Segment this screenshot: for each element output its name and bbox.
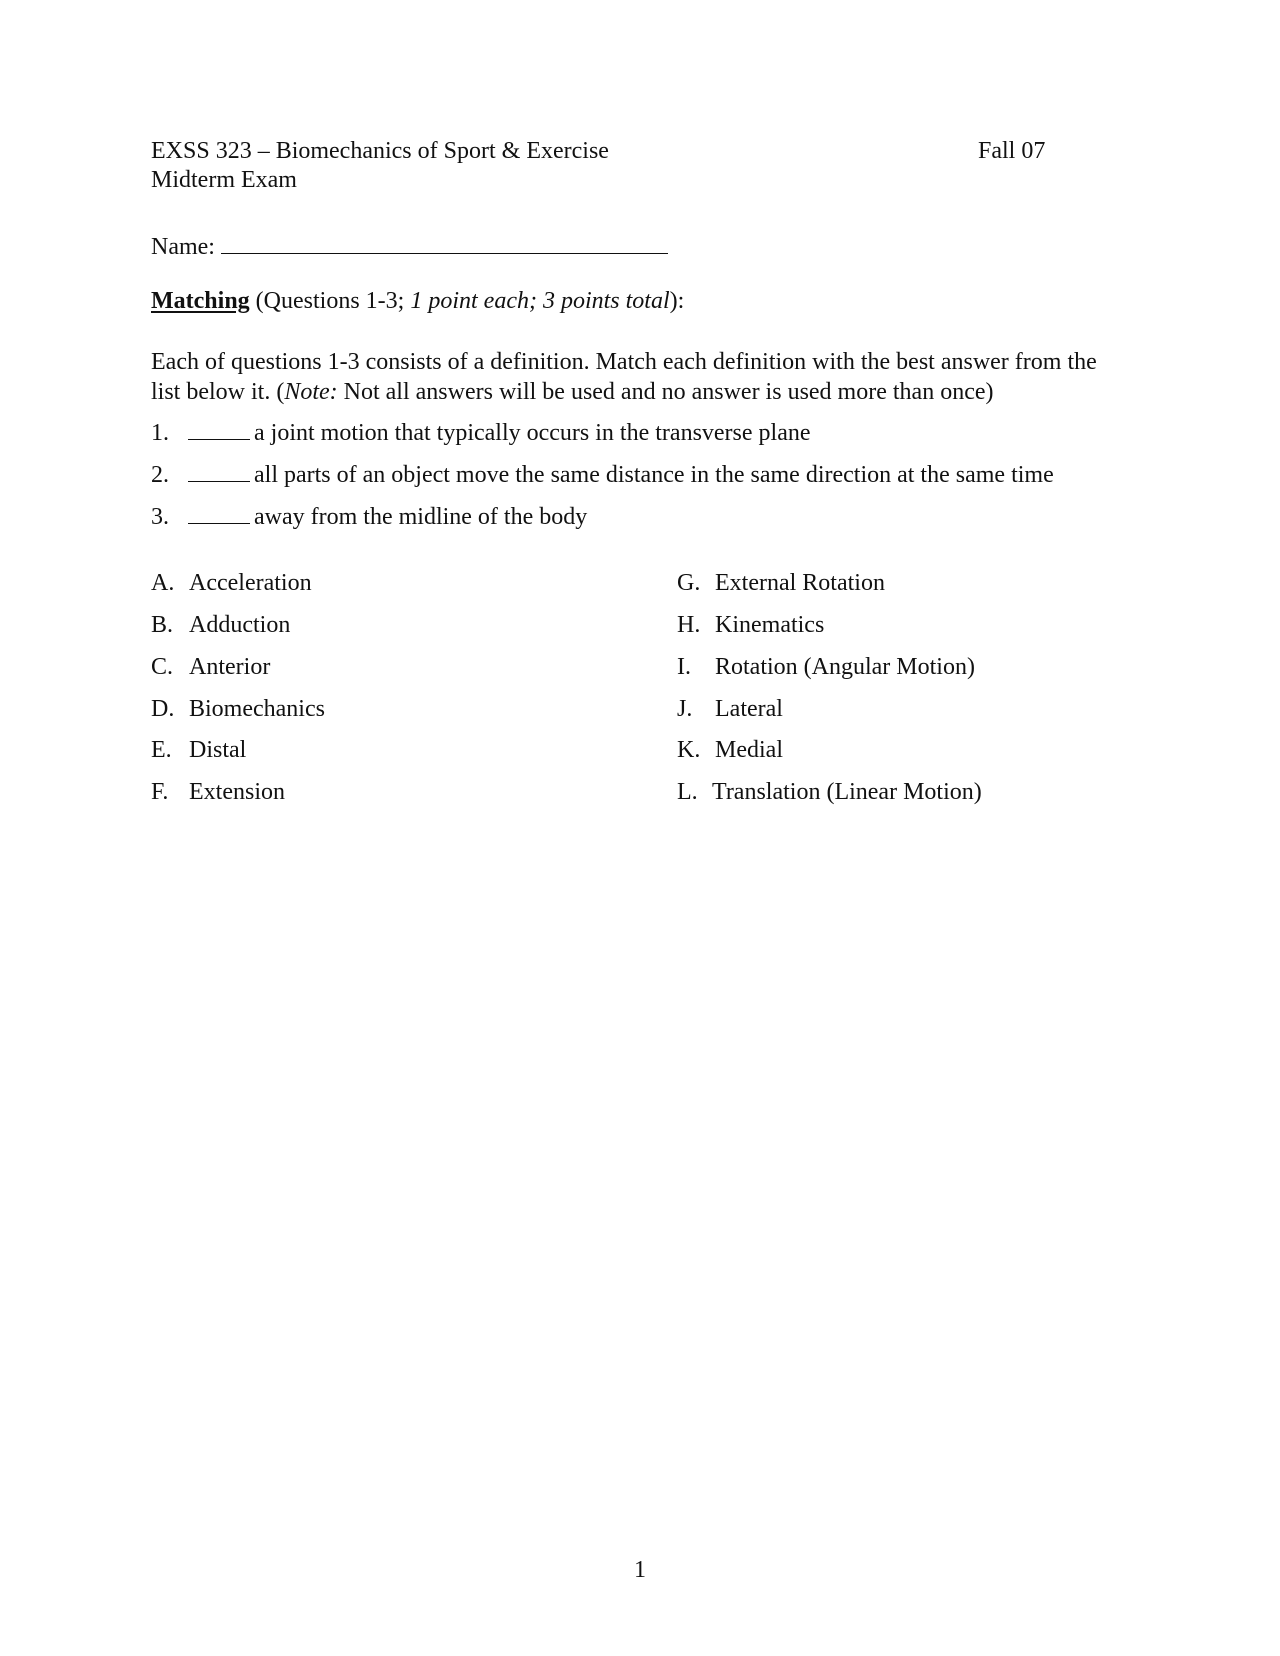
answer-option-k bbox=[677, 738, 783, 762]
answer-option-a bbox=[151, 571, 312, 595]
section-title: Matching bbox=[151, 288, 250, 314]
name-label: Name: bbox=[151, 234, 215, 260]
question-number: 3. bbox=[151, 504, 169, 530]
answer-text: Kinematics bbox=[715, 612, 825, 638]
instructions-note-label: Note: bbox=[284, 379, 338, 405]
answer-letter: F. bbox=[151, 779, 169, 805]
question-2 bbox=[151, 461, 1054, 487]
answer-text: Distal bbox=[189, 737, 247, 763]
answer-text: Acceleration bbox=[189, 570, 312, 596]
question-text: away from the midline of the body bbox=[254, 504, 588, 530]
course-title: EXSS 323 – Biomechanics of Sport & Exercise bbox=[151, 138, 609, 164]
question-text: a joint motion that typically occurs in the transverse plane bbox=[254, 420, 811, 446]
exam-title: Midterm Exam bbox=[151, 167, 297, 193]
answer-letter: K. bbox=[677, 737, 701, 763]
name-blank[interactable] bbox=[221, 231, 668, 254]
answer-option-d bbox=[151, 697, 325, 721]
answer-text: Biomechanics bbox=[189, 696, 325, 722]
question-number: 1. bbox=[151, 420, 169, 446]
answer-text: External Rotation bbox=[715, 570, 885, 596]
answer-option-j bbox=[677, 697, 783, 721]
answer-blank-1[interactable] bbox=[188, 419, 250, 440]
section-paren-open: (Questions 1-3; bbox=[249, 288, 411, 314]
answer-option-b bbox=[151, 613, 290, 637]
answer-letter: B. bbox=[151, 612, 174, 638]
answer-option-e bbox=[151, 738, 246, 762]
section-heading bbox=[151, 289, 684, 313]
answer-option-g bbox=[677, 571, 885, 595]
answer-letter: L. bbox=[677, 779, 698, 805]
page-number: 1 bbox=[634, 1557, 646, 1583]
term-label: Fall 07 bbox=[978, 138, 1046, 164]
question-1 bbox=[151, 419, 811, 445]
question-text: all parts of an object move the same distance in the same direction at the same time bbox=[254, 462, 1054, 488]
name-field bbox=[151, 231, 668, 259]
answer-blank-2[interactable] bbox=[188, 461, 250, 482]
answer-text: Translation (Linear Motion) bbox=[712, 779, 982, 805]
answer-option-i bbox=[677, 655, 975, 679]
answer-letter: I. bbox=[677, 654, 691, 680]
answer-text: Rotation (Angular Motion) bbox=[715, 654, 975, 680]
instructions-note-text: Not all answers will be used and no answer is used more than once) bbox=[337, 379, 994, 405]
answer-letter: C. bbox=[151, 654, 174, 680]
answer-text: Medial bbox=[715, 737, 783, 763]
answer-option-h bbox=[677, 613, 824, 637]
section-points: 1 point each; 3 points total bbox=[410, 288, 670, 314]
answer-letter: A. bbox=[151, 570, 175, 596]
question-3 bbox=[151, 503, 587, 529]
answer-text: Lateral bbox=[715, 696, 783, 722]
section-paren-close: ): bbox=[669, 288, 685, 314]
answer-text: Adduction bbox=[189, 612, 291, 638]
answer-option-l bbox=[677, 780, 982, 804]
answer-letter: D. bbox=[151, 696, 175, 722]
answer-text: Anterior bbox=[189, 654, 271, 680]
answer-letter: H. bbox=[677, 612, 701, 638]
question-number: 2. bbox=[151, 462, 169, 488]
answer-letter: J. bbox=[677, 696, 693, 722]
answer-letter: G. bbox=[677, 570, 701, 596]
answer-letter: E. bbox=[151, 737, 172, 763]
answer-option-f bbox=[151, 780, 285, 804]
instructions bbox=[151, 347, 1131, 407]
answer-text: Extension bbox=[189, 779, 285, 805]
instructions-text: Each of questions 1-3 consists of a definition. Match each definition with the best answer from the list below it. ( bbox=[151, 349, 1097, 405]
answer-option-c bbox=[151, 655, 270, 679]
answer-blank-3[interactable] bbox=[188, 503, 250, 524]
